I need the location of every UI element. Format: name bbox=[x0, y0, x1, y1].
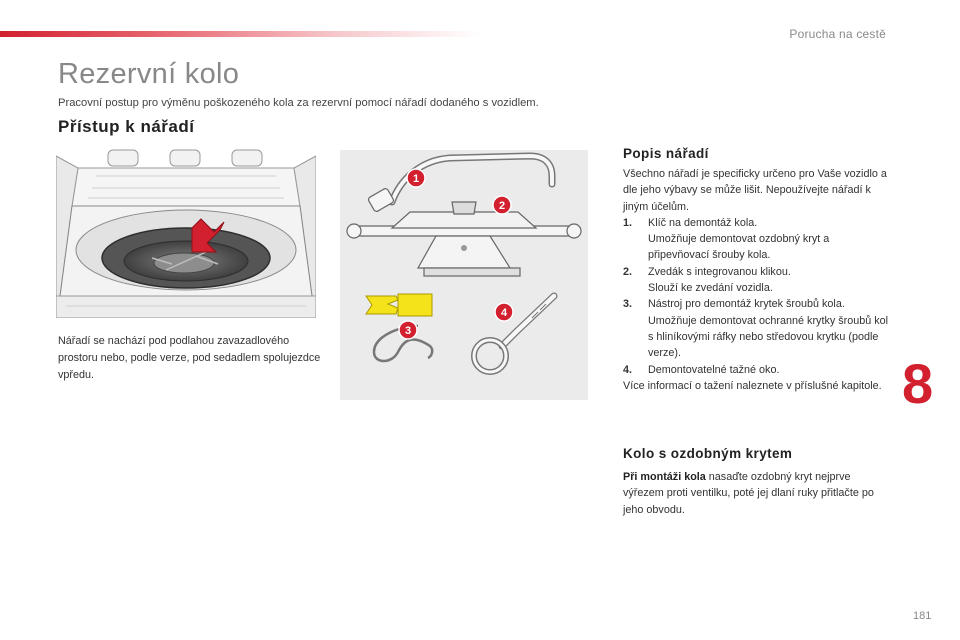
callout-4-label: 4 bbox=[500, 307, 508, 319]
tool-item-3 bbox=[623, 296, 893, 361]
page-subtitle: Pracovní postup pro výměnu poškozeného kola za rezervní pomocí nářadí dodaného s vozidlem. bbox=[58, 97, 539, 109]
tools-description bbox=[623, 166, 893, 394]
section-header: Porucha na cestě bbox=[789, 27, 886, 41]
callout-1-label: 1 bbox=[412, 173, 420, 185]
wheel-cover-heading: Kolo s ozdobným krytem bbox=[623, 446, 793, 461]
tools-heading: Popis nářadí bbox=[623, 146, 709, 161]
callout-4 bbox=[495, 303, 513, 321]
tool-item-4-number: 4. bbox=[623, 363, 633, 376]
page-number: 181 bbox=[913, 610, 932, 622]
header-accent-bar bbox=[0, 31, 480, 37]
wheel-cover-bold-lead: Při montáži kola bbox=[623, 471, 706, 483]
callout-2 bbox=[493, 196, 511, 214]
tool-item-2-detail: Slouží ke zvedání vozidla. bbox=[648, 282, 773, 295]
callout-1 bbox=[407, 169, 425, 187]
tool-item-1-number: 1. bbox=[623, 216, 633, 229]
tools-footnote: Více informací o tažení naleznete v příslušné kapitole. bbox=[623, 379, 882, 392]
access-heading: Přístup k nářadí bbox=[58, 117, 195, 136]
tools-intro: Všechno nářadí je specificky určeno pro Vaše vozidlo a dle jeho výbavy se může lišit. Nepoužívejte nářadí k jiným účelům. bbox=[623, 168, 887, 213]
trunk-illustration bbox=[56, 146, 316, 318]
tool-item-1 bbox=[623, 215, 893, 264]
wheel-cover-body: nasaďte ozdobný kryt nejprve výřezem proti ventilku, poté jej dlaní ruky přitlačte po jeho obvodu. bbox=[623, 471, 874, 516]
tool-item-3-number: 3. bbox=[623, 298, 633, 311]
page-title: Rezervní kolo bbox=[58, 58, 240, 90]
photo-caption: Nářadí se nachází pod podlahou zavazadlového prostoru nebo, podle verze, pod sedadlem spolujezdce vpředu. bbox=[58, 335, 321, 381]
callout-2-label: 2 bbox=[498, 200, 506, 212]
tool-item-4-text: Demontovatelné tažné oko. bbox=[648, 363, 780, 376]
callout-3 bbox=[399, 321, 417, 339]
tool-item-4 bbox=[623, 362, 893, 378]
tool-item-2-number: 2. bbox=[623, 265, 633, 278]
callout-3-label: 3 bbox=[404, 325, 412, 337]
tool-item-2-text: Zvedák s integrovanou klikou. bbox=[648, 265, 791, 278]
tools-illustration bbox=[340, 150, 588, 400]
wheel-cover-text bbox=[623, 469, 891, 518]
tool-item-3-text: Nástroj pro demontáž krytek šroubů kola. bbox=[648, 298, 845, 311]
tool-item-1-detail: Umožňuje demontovat ozdobný kryt a připevňovací šrouby kola. bbox=[648, 233, 830, 262]
chapter-number: 8 bbox=[902, 352, 934, 415]
tool-item-2 bbox=[623, 264, 893, 297]
tool-item-3-detail: Umožňuje demontovat ochranné krytky šroubů kol s hliníkovými ráfky nebo středovou krytku (podle verze). bbox=[648, 314, 889, 360]
tool-item-1-text: Klíč na demontáž kola. bbox=[648, 216, 758, 229]
